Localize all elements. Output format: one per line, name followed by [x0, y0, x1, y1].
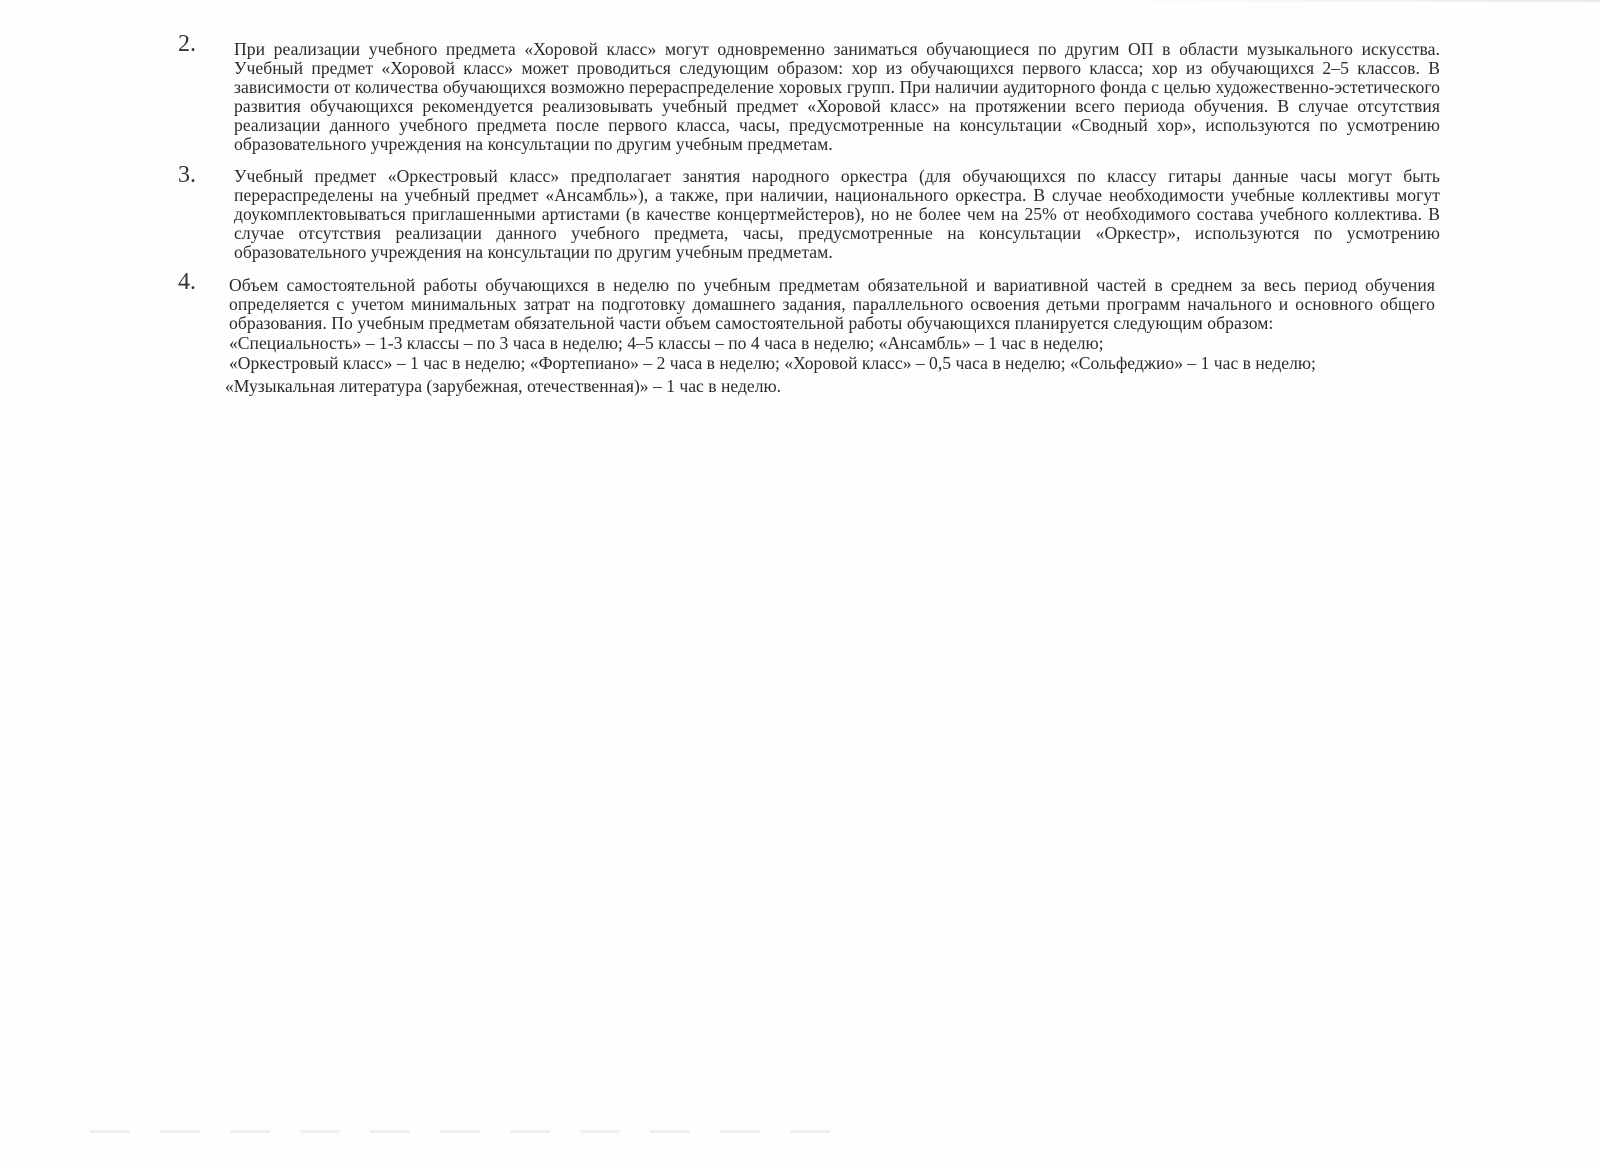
- note-paragraph: Учебный предмет «Оркестровый класс» предполагает занятия народного оркестра (для обучающихся по классу гитары данные часы могут быть перераспределены на учебный предмет «Ансамбль»), а также, при наличии, национального оркестра. В случае необходимости учебные коллективы могут доукомплектовываться приглашенными артистами (в качестве концертмейстеров), но не более чем на 25% от необходимого состава учебного коллектива. В случае отсутствия реализации данного учебного предмета, часы, предусмотренные на консультации «Оркестр», используются по усмотрению образовательного учреждения на консультации по другим учебным предметам.: [234, 166, 1440, 263]
- scan-noise-artifact: [90, 1130, 830, 1133]
- workload-line-orchestra: «Оркестровый класс» – 1 час в неделю; «Фортепиано» – 2 часа в неделю; «Хоровой класс» – 0,5 часа в неделю; «Сольфеджио» – 1 час в неделю;: [229, 352, 1316, 373]
- note-item-3: [178, 161, 1440, 262]
- scan-edge-shadow: [1080, 0, 1600, 2]
- note-number: 2.: [178, 31, 196, 57]
- note-item-2: [178, 30, 1440, 153]
- note-paragraph: При реализации учебного предмета «Хоровой класс» могут одновременно заниматься обучающиеся по другим ОП в области музыкального искусства. Учебный предмет «Хоровой класс» может проводиться следующим образом: хор из обучающихся первого класса; хор из обучающихся 2–5 классов. В зависимости от количества обучающихся возможно перераспределение хоровых групп. При наличии аудиторного фонда с целью художественно-эстетического развития обучающихся рекомендуется реализовывать учебный предмет «Хоровой класс» на протяжении всего периода обучения. В случае отсутствия реализации данного учебного предмета после первого класса, часы, предусмотренные на консультации «Сводный хор», используются по усмотрению образовательного учреждения на консультации по другим учебным предметам.: [234, 39, 1440, 154]
- note-number: 4.: [178, 268, 196, 295]
- note-number: 3.: [178, 162, 196, 189]
- note-item-4: [178, 268, 1440, 396]
- note-paragraph: Объем самостоятельной работы обучающихся в неделю по учебным предметам обязательной и вариативной частей в среднем за весь период обучения определяется с учетом минимальных затрат на подготовку домашнего задания, параллельного освоения детьми программ начального и основного общего образования. По учебным предметам обязательной части объем самостоятельной работы обучающихся планируется следующим образом:: [229, 274, 1435, 333]
- notes-list: [178, 30, 1440, 396]
- workload-line-specialty: «Специальность» – 1-3 классы – по 3 часа в неделю; 4–5 классы – по 4 часа в неделю; «Ансамбль» – 1 час в неделю;: [229, 332, 1104, 353]
- workload-line-literature: «Музыкальная литература (зарубежная, отечественная)» – 1 час в неделю.: [225, 375, 782, 396]
